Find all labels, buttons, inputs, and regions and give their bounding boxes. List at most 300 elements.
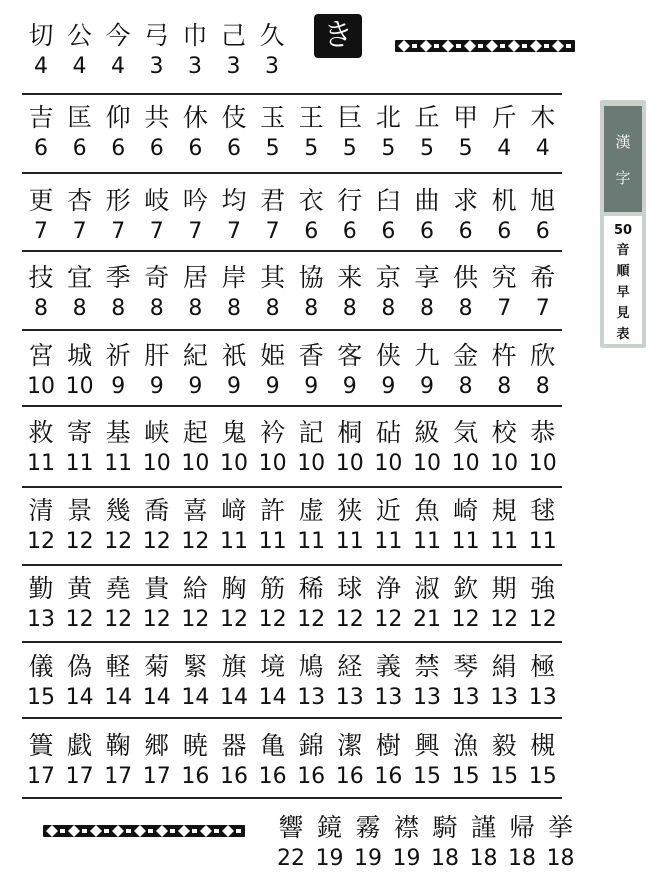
- kanji-cell: [447, 417, 485, 479]
- stroke-count: 8: [342, 296, 357, 321]
- kanji-cell: [253, 20, 291, 82]
- kanji-character: 球: [337, 574, 363, 603]
- stroke-count: 12: [335, 607, 364, 632]
- stroke-count: 8: [72, 296, 87, 321]
- kanji-cell: [485, 730, 523, 792]
- kanji-cell: [331, 102, 369, 164]
- kanji-character: 欣: [530, 341, 556, 370]
- kana-ki-badge: き: [314, 14, 362, 58]
- kanji-cell: [138, 262, 176, 324]
- side-tab-char: 漢: [615, 133, 631, 151]
- stroke-count: 6: [420, 219, 434, 244]
- kanji-character: 形: [105, 186, 131, 215]
- kanji-character: 宮: [28, 341, 54, 370]
- stroke-count: 4: [497, 136, 512, 161]
- stroke-count: 4: [111, 54, 125, 79]
- stroke-count: 12: [528, 607, 557, 632]
- kanji-character: 曲: [414, 186, 440, 215]
- kanji-cell: [369, 495, 407, 557]
- kanji-row: [22, 417, 582, 495]
- kanji-character: 己: [220, 21, 246, 50]
- stroke-count: 12: [65, 607, 94, 632]
- kanji-character: 戯: [67, 731, 93, 760]
- side-tab-char: 字: [615, 169, 631, 187]
- stroke-count: 9: [342, 374, 357, 399]
- kanji-character: 王: [298, 103, 324, 132]
- kanji-character: 崎: [453, 496, 479, 525]
- stroke-count: 10: [27, 374, 55, 399]
- stroke-count: 3: [226, 54, 241, 79]
- kanji-character: 錦: [298, 731, 324, 760]
- kanji-cell: [22, 20, 60, 82]
- stroke-count: 10: [220, 451, 248, 476]
- kanji-character: 槻: [530, 731, 556, 760]
- stroke-count: 8: [497, 374, 512, 399]
- stroke-count: 8: [381, 296, 396, 321]
- stroke-count: 17: [104, 764, 133, 789]
- kanji-cell: [254, 417, 292, 479]
- kanji-cell: [99, 417, 137, 479]
- stroke-count: 5: [304, 136, 319, 161]
- stroke-count: 21: [413, 607, 441, 632]
- side-tab-char: 音: [616, 243, 630, 258]
- kanji-character: 経: [337, 652, 363, 681]
- stroke-count: 19: [392, 846, 421, 871]
- kanji-cell: [369, 102, 407, 164]
- stroke-count: 6: [381, 219, 396, 244]
- kanji-character: 黄: [67, 574, 93, 603]
- kanji-character: 景: [67, 496, 93, 525]
- stroke-count: 4: [72, 54, 87, 79]
- kanji-cell: [138, 102, 176, 164]
- kanji-cell: [99, 573, 137, 635]
- kanji-cell: [485, 651, 523, 713]
- side-tab-index-label: [604, 216, 642, 344]
- kanji-character: 岸: [221, 263, 247, 292]
- kanji-character: 霧: [355, 813, 381, 842]
- kanji-cell: [176, 102, 214, 164]
- stroke-count: 4: [34, 54, 48, 79]
- kanji-cell: [331, 340, 369, 402]
- stroke-count: 13: [297, 685, 326, 710]
- kanji-cell: [61, 730, 99, 792]
- kanji-character: 胸: [221, 574, 247, 603]
- kanji-cell: [408, 417, 446, 479]
- kanji-character: 寄: [67, 418, 93, 447]
- kanji-character: 吟: [182, 186, 208, 215]
- kanji-cell: [61, 262, 99, 324]
- last-kanji-row: [22, 812, 602, 882]
- kanji-cell: [176, 417, 214, 479]
- kanji-cell: [426, 812, 464, 874]
- kanji-character: 究: [491, 263, 517, 292]
- side-tab-char: 見: [616, 306, 630, 321]
- stroke-count: 17: [142, 764, 171, 789]
- kanji-character: 浄: [375, 574, 401, 603]
- stroke-count: 10: [258, 451, 287, 476]
- stroke-count: 8: [265, 296, 280, 321]
- stroke-count: 18: [431, 846, 459, 871]
- kanji-character: 弓: [143, 21, 169, 50]
- stroke-count: 7: [188, 219, 203, 244]
- kanji-cell: [292, 417, 330, 479]
- stroke-count: 11: [335, 529, 364, 554]
- kanji-cell: [254, 651, 292, 713]
- stroke-count: 14: [258, 685, 287, 710]
- kanji-row: [22, 651, 582, 729]
- stroke-count: 13: [27, 607, 55, 632]
- kanji-cell: [311, 812, 349, 874]
- kanji-character: 衣: [298, 186, 324, 215]
- kanji-character: 巨: [337, 103, 363, 132]
- stroke-count: 12: [104, 529, 133, 554]
- kanji-character: 其: [260, 263, 286, 292]
- kanji-cell: [349, 812, 387, 874]
- kanji-character: 杵: [491, 341, 517, 370]
- stroke-count: 12: [65, 529, 94, 554]
- kanji-cell: [22, 573, 60, 635]
- stroke-count: 8: [304, 296, 319, 321]
- stroke-count: 8: [227, 296, 241, 321]
- stroke-count: 6: [34, 136, 48, 161]
- kanji-cell: [388, 812, 426, 874]
- kanji-cell: [485, 573, 523, 635]
- kanji-cell: [447, 340, 485, 402]
- kanji-cell: [408, 340, 446, 402]
- kanji-character: 虚: [298, 496, 324, 525]
- kanji-cell: [254, 102, 292, 164]
- kanji-cell: [138, 20, 176, 82]
- kanji-cell: [369, 262, 407, 324]
- stroke-count: 12: [258, 607, 287, 632]
- stroke-count: 19: [315, 846, 344, 871]
- kanji-character: 久: [259, 21, 285, 50]
- kanji-character: 玉: [260, 103, 286, 132]
- kanji-cell: [485, 340, 523, 402]
- kanji-character: 九: [414, 341, 440, 370]
- kanji-cell: [22, 495, 60, 557]
- stroke-count: 8: [34, 296, 48, 321]
- kanji-character: 峡: [144, 418, 170, 447]
- kanji-character: 欽: [453, 574, 479, 603]
- kanji-character: 共: [144, 103, 170, 132]
- kanji-character: 享: [414, 263, 440, 292]
- stroke-count: 13: [413, 685, 441, 710]
- kanji-character: 肝: [144, 341, 170, 370]
- kanji-character: 絹: [491, 652, 517, 681]
- stroke-count: 16: [258, 764, 287, 789]
- kanji-cell: [408, 573, 446, 635]
- kanji-character: 杏: [67, 186, 93, 215]
- kanji-cell: [369, 651, 407, 713]
- kanji-character: 堯: [105, 574, 131, 603]
- kanji-cell: [176, 495, 214, 557]
- kanji-character: 毅: [491, 731, 517, 760]
- kanji-cell: [254, 340, 292, 402]
- stroke-count: 16: [181, 764, 210, 789]
- kanji-character: 毬: [530, 496, 556, 525]
- stroke-count: 15: [528, 764, 557, 789]
- kanji-cell: [447, 262, 485, 324]
- kanji-cell: [138, 417, 176, 479]
- kanji-character: 起: [182, 418, 208, 447]
- kanji-character: 京: [375, 263, 401, 292]
- kanji-character: 狭: [337, 496, 363, 525]
- stroke-count: 10: [297, 451, 326, 476]
- kanji-cell: [138, 340, 176, 402]
- kanji-character: 北: [375, 103, 401, 132]
- stroke-count: 12: [374, 607, 403, 632]
- kanji-character: 公: [66, 21, 92, 50]
- stroke-count: 6: [342, 219, 357, 244]
- kanji-character: 香: [298, 341, 324, 370]
- kanji-character: 期: [491, 574, 517, 603]
- kanji-cell: [331, 417, 369, 479]
- kanji-character: 亀: [260, 731, 286, 760]
- kanji-cell: [485, 185, 523, 247]
- stroke-count: 14: [181, 685, 210, 710]
- kanji-cell: [331, 573, 369, 635]
- stroke-count: 15: [27, 685, 55, 710]
- stroke-count: 13: [451, 685, 480, 710]
- kanji-cell: [465, 812, 503, 874]
- stroke-count: 6: [188, 136, 203, 161]
- kanji-character: 稀: [298, 574, 324, 603]
- stroke-count: 11: [258, 529, 287, 554]
- kanji-cell: [22, 262, 60, 324]
- stroke-count: 11: [490, 529, 519, 554]
- kanji-character: 均: [221, 186, 247, 215]
- kanji-cell: [331, 262, 369, 324]
- kanji-cell: [447, 651, 485, 713]
- kanji-cell: [215, 651, 253, 713]
- kanji-cell: [61, 651, 99, 713]
- stroke-count: 11: [104, 451, 133, 476]
- kanji-cell: [176, 262, 214, 324]
- kanji-character: 偽: [67, 652, 93, 681]
- kanji-cell: [369, 185, 407, 247]
- kanji-cell: [542, 812, 580, 874]
- kanji-character: 救: [28, 418, 54, 447]
- kanji-cell: [292, 573, 330, 635]
- stroke-count: 9: [381, 374, 396, 399]
- stroke-count: 12: [181, 607, 210, 632]
- stroke-count: 11: [65, 451, 94, 476]
- kanji-cell: [61, 102, 99, 164]
- kanji-character: 器: [221, 731, 247, 760]
- kanji-character: 奇: [144, 263, 170, 292]
- kanji-character: 岐: [144, 186, 170, 215]
- kanji-character: 切: [28, 21, 54, 50]
- stroke-count: 13: [335, 685, 364, 710]
- stroke-count: 8: [149, 296, 164, 321]
- side-tab-char: 早: [616, 285, 630, 300]
- kanji-character: 斤: [491, 103, 517, 132]
- kanji-cell: [524, 262, 562, 324]
- stroke-count: 12: [451, 607, 480, 632]
- kanji-character: 清: [28, 496, 54, 525]
- kanji-character: 貴: [144, 574, 170, 603]
- kanji-character: 侠: [375, 341, 401, 370]
- kanji-character: 季: [105, 263, 131, 292]
- kanji-character: 君: [260, 186, 286, 215]
- stroke-count: 9: [111, 374, 126, 399]
- stroke-count: 8: [420, 296, 434, 321]
- kanji-cell: [292, 651, 330, 713]
- kanji-character: 旭: [530, 186, 556, 215]
- kanji-cell: [176, 573, 214, 635]
- kanji-character: 勤: [28, 574, 54, 603]
- side-tab-kanji-label: [604, 106, 642, 212]
- kanji-character: 鏡: [316, 813, 342, 842]
- kanji-character: 仰: [105, 103, 131, 132]
- decorative-pattern-top: [394, 36, 576, 56]
- kanji-character: 挙: [547, 813, 573, 842]
- stroke-count: 18: [546, 846, 575, 871]
- kanji-character: 級: [414, 418, 440, 447]
- kanji-character: 禁: [414, 652, 440, 681]
- kanji-cell: [524, 651, 562, 713]
- kanji-cell: [272, 812, 310, 874]
- kanji-character: 桐: [337, 418, 363, 447]
- kanji-cell: [176, 20, 214, 82]
- kanji-cell: [61, 20, 99, 82]
- stroke-count: 10: [528, 451, 557, 476]
- kanji-character: 近: [375, 496, 401, 525]
- stroke-count: 12: [27, 529, 55, 554]
- stroke-count: 6: [304, 219, 319, 244]
- kanji-character: 砧: [375, 418, 401, 447]
- kanji-cell: [254, 185, 292, 247]
- kanji-cell: [524, 340, 562, 402]
- stroke-count: 5: [420, 136, 434, 161]
- kanji-character: 筋: [260, 574, 286, 603]
- stroke-count: 8: [535, 374, 550, 399]
- stroke-count: 7: [149, 219, 164, 244]
- stroke-count: 7: [34, 219, 48, 244]
- kanji-character: 義: [375, 652, 401, 681]
- kanji-cell: [524, 185, 562, 247]
- stroke-count: 12: [142, 529, 171, 554]
- stroke-count: 11: [413, 529, 441, 554]
- kanji-character: 居: [182, 263, 208, 292]
- stroke-count: 10: [142, 451, 171, 476]
- kanji-character: 緊: [182, 652, 208, 681]
- kanji-character: 祇: [221, 341, 247, 370]
- stroke-count: 10: [451, 451, 480, 476]
- kanji-cell: [369, 730, 407, 792]
- kanji-character: 希: [530, 263, 556, 292]
- kanji-character: 儀: [28, 652, 54, 681]
- kanji-cell: [254, 262, 292, 324]
- stroke-count: 8: [458, 374, 473, 399]
- kanji-character: 来: [337, 263, 363, 292]
- kanji-row: [22, 102, 582, 180]
- stroke-count: 3: [188, 54, 202, 79]
- stroke-count: 13: [490, 685, 519, 710]
- stroke-count: 12: [181, 529, 210, 554]
- kanji-cell: [524, 573, 562, 635]
- kanji-cell: [99, 651, 137, 713]
- stroke-count: 18: [508, 846, 536, 871]
- row-separator: [22, 93, 562, 95]
- stroke-count: 3: [265, 54, 279, 79]
- kanji-cell: [485, 495, 523, 557]
- stroke-count: 16: [335, 764, 364, 789]
- kanji-character: 鬼: [221, 418, 247, 447]
- kanji-character: 求: [453, 186, 479, 215]
- stroke-count: 7: [72, 219, 87, 244]
- kanji-cell: [99, 102, 137, 164]
- kanji-cell: [215, 185, 253, 247]
- kanji-character: 謹: [470, 813, 496, 842]
- kanji-cell: [369, 417, 407, 479]
- kanji-cell: [447, 495, 485, 557]
- kanji-character: 帰: [509, 813, 535, 842]
- kanji-cell: [22, 730, 60, 792]
- kanji-character: 行: [337, 186, 363, 215]
- stroke-count: 11: [528, 529, 557, 554]
- kanji-cell: [292, 730, 330, 792]
- stroke-count: 14: [65, 685, 94, 710]
- kanji-character: 漁: [453, 731, 479, 760]
- kanji-cell: [99, 20, 137, 82]
- kanji-character: 記: [298, 418, 324, 447]
- kanji-character: 机: [491, 186, 517, 215]
- kanji-cell: [61, 495, 99, 557]
- kanji-character: 興: [414, 731, 440, 760]
- stroke-count: 13: [528, 685, 557, 710]
- stroke-count: 19: [354, 846, 382, 871]
- stroke-count: 17: [65, 764, 94, 789]
- stroke-count: 15: [490, 764, 519, 789]
- kanji-cell: [61, 185, 99, 247]
- stroke-count: 14: [220, 685, 248, 710]
- kanji-character: 金: [453, 341, 479, 370]
- kanji-character: 給: [182, 574, 208, 603]
- stroke-count: 14: [142, 685, 171, 710]
- kanji-character: 簣: [28, 731, 54, 760]
- kanji-row: [22, 495, 582, 573]
- stroke-count: 18: [469, 846, 498, 871]
- stroke-count: 8: [111, 296, 126, 321]
- kanji-cell: [408, 102, 446, 164]
- kanji-cell: [215, 495, 253, 557]
- kanji-character: 伎: [221, 103, 247, 132]
- side-index-tab[interactable]: [600, 100, 646, 348]
- kanji-cell: [99, 185, 137, 247]
- kanji-character: 協: [298, 263, 324, 292]
- stroke-count: 10: [413, 451, 441, 476]
- kanji-character: 響: [278, 813, 304, 842]
- kanji-row: [22, 730, 582, 808]
- stroke-count: 5: [458, 136, 473, 161]
- kanji-character: 鞠: [105, 731, 131, 760]
- side-tab-char: 表: [616, 327, 630, 342]
- kanji-cell: [485, 102, 523, 164]
- kanji-cell: [369, 573, 407, 635]
- kanji-character: 琴: [453, 652, 479, 681]
- kanji-cell: [331, 185, 369, 247]
- kanji-character: 宜: [67, 263, 93, 292]
- kanji-character: 暁: [182, 731, 208, 760]
- kanji-cell: [524, 495, 562, 557]
- side-tab-char: 順: [616, 264, 630, 279]
- stroke-count: 8: [188, 296, 203, 321]
- kanji-cell: [254, 730, 292, 792]
- stroke-count: 11: [451, 529, 480, 554]
- kanji-cell: [447, 730, 485, 792]
